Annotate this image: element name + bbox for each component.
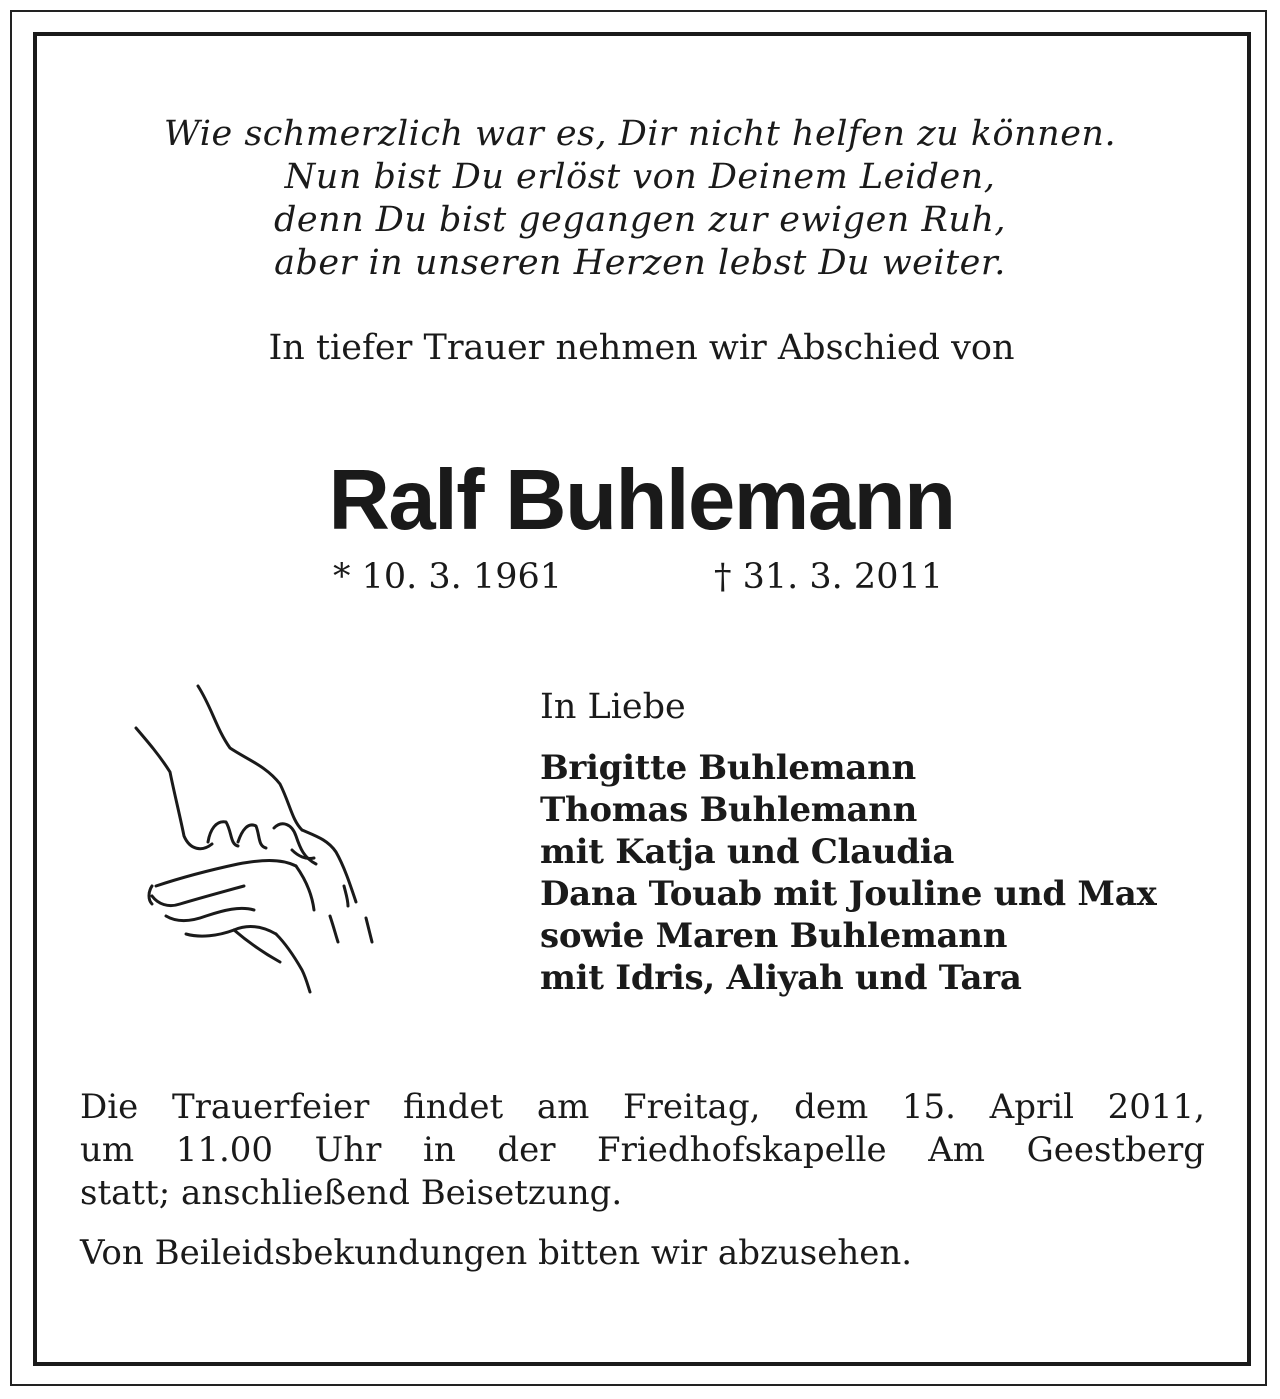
family-signature: [540, 686, 1156, 999]
family-member: Thomas Buhlemann: [540, 790, 918, 830]
family-member: mit Katja und Claudia: [540, 832, 955, 872]
family-member: sowie Maren Buhlemann: [540, 916, 1008, 956]
family-member: mit Idris, Aliyah und Tara: [540, 958, 1022, 998]
birth-date: * 10. 3. 1961: [333, 557, 563, 597]
verse-line: aber in unseren Herzen lebst Du weiter.: [274, 243, 1006, 283]
verse-line: Wie schmerzlich war es, Dir nicht helfen zu können.: [163, 114, 1117, 154]
family-members: [540, 747, 1156, 999]
verse-line: denn Du bist gegangen zur ewigen Ruh,: [273, 200, 1007, 240]
farewell-intro: In tiefer Trauer nehmen wir Abschied von: [268, 328, 1015, 368]
service-line: Die Trauerfeier findet am Freitag, dem 15. April 2011,: [80, 1087, 1205, 1127]
service-line: um 11.00 Uhr in der Friedhofskapelle Am Geestberg: [80, 1130, 1205, 1170]
service-line: statt; anschließend Beisetzung.: [80, 1173, 623, 1213]
funeral-service-info: [80, 1086, 1205, 1215]
family-member: Brigitte Buhlemann: [540, 748, 916, 788]
deceased-name: Ralf Buhlemann: [328, 453, 955, 548]
verse-line: Nun bist Du erlöst von Deinem Leiden,: [284, 157, 996, 197]
memorial-verse: [0, 113, 1280, 285]
death-date: † 31. 3. 2011: [714, 557, 944, 597]
family-member: Dana Touab mit Jouline und Max: [540, 874, 1157, 914]
holding-hands-icon: [130, 680, 400, 1005]
condolence-note: Von Beileidsbekundungen bitten wir abzusehen.: [80, 1233, 913, 1273]
family-salutation: In Liebe: [540, 687, 686, 727]
